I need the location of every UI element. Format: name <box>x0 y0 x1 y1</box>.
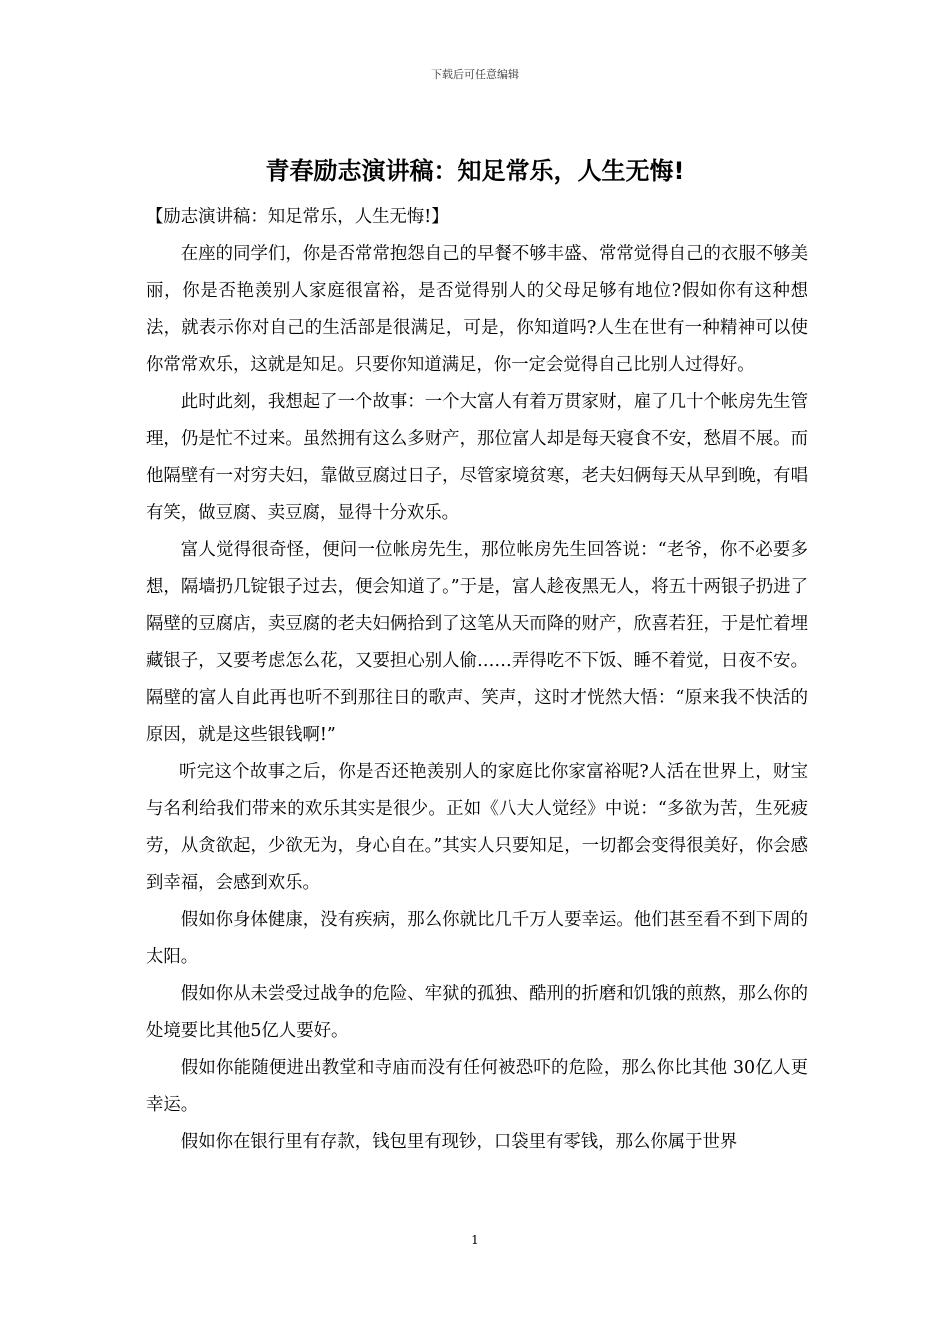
paragraph-5: 假如你身体健康，没有疾病，那么你就比几千万人要幸运。他们甚至看不到下周的太阳。 <box>146 910 808 967</box>
document-title: 青春励志演讲稿：知足常乐，人生无悔! <box>265 157 685 185</box>
paragraph-4: 听完这个故事之后，你是否还艳羡别人的家庭比你家富裕呢?人活在世界上，财宝与名利给我们带来的欢乐其实是很少。正如《八大人觉经》中说：“多欲为苦，生死疲劳，从贪欲起，少欲无为，身心自在。”其实人只要知足，一切都会变得很美好，你会感到幸福，会感到欢乐。 <box>146 762 808 893</box>
document-body <box>146 199 808 1161</box>
page-header: 下载后可任意编辑 <box>431 68 519 81</box>
paragraph-7: 假如你能随便进出教堂和寺庙而没有任何被恐吓的危险，那么你比其他 30亿人更幸运。 <box>146 1058 808 1115</box>
subtitle-paragraph: 【励志演讲稿：知足常乐，人生无悔!】 <box>146 207 449 227</box>
page-number: 1 <box>471 1233 479 1247</box>
paragraph-2: 此时此刻，我想起了一个故事：一个大富人有着万贯家财，雇了几十个帐房先生管理，仍是忙不过来。虽然拥有这么多财产，那位富人却是每天寝食不安，愁眉不展。而他隔壁有一对穷夫妇，靠做豆腐过日子，尽管家境贫寒，老夫妇俩每天从早到晚，有唱有笑，做豆腐、卖豆腐，显得十分欢乐。 <box>146 392 808 523</box>
paragraph-8: 假如你在银行里有存款，钱包里有现钞，口袋里有零钱，那么你属于世界 <box>180 1132 738 1152</box>
paragraph-3: 富人觉得很奇怪，便问一位帐房先生，那位帐房先生回答说：“老爷，你不必要多想，隔墙扔几锭银子过去，便会知道了。”于是，富人趁夜黑无人，将五十两银子扔进了隔壁的豆腐店，卖豆腐的老夫妇俩拾到了这笔从天而降的财产，欣喜若狂，于是忙着埋藏银子，又要考虑怎么花，又要担心别人偷……弄得吃不下饭、睡不着觉，日夜不安。隔壁的富人自此再也听不到那往日的歌声、笑声，这时才恍然大悟：“原来我不快活的原因，就是这些银钱啊!” <box>146 540 808 745</box>
paragraph-1: 在座的同学们，你是否常常抱怨自己的早餐不够丰盛、常常觉得自己的衣服不够美丽，你是否艳羡别人家庭很富裕，是否觉得别人的父母足够有地位?假如你有这种想法，就表示你对自己的生活部是很满足，可是，你知道吗?人生在世有一种精神可以使你常常欢乐，这就是知足。只要你知道满足，你一定会觉得自己比别人过得好。 <box>146 244 808 375</box>
paragraph-6: 假如你从未尝受过战争的危险、牢狱的孤独、酷刑的折磨和饥饿的煎熬，那么你的处境要比其他5亿人要好。 <box>146 984 808 1041</box>
